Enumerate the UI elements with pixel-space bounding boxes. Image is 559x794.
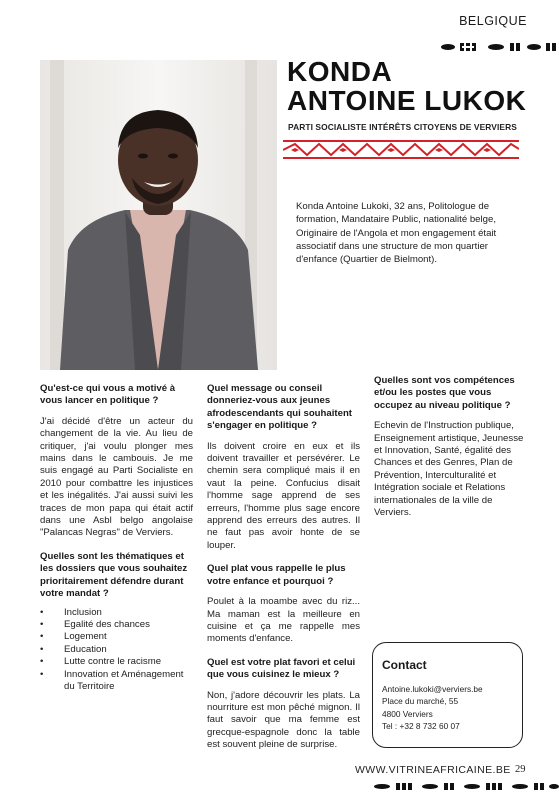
question-advice: Quel message ou conseil donneriez-vous aux jeunes afrodescendants qui souhaitent s'engager en politique ? (207, 383, 352, 432)
list-item: • Education (40, 644, 193, 656)
answer-favorite-dish: Non, j'adore découvrir les plats. La nourriture est mon pêché mignon. Il faut savoir que ma femme est grecque-espagnole donc la table est souvent pleine de surprise. (207, 689, 360, 751)
list-item: • Innovation et Aménagement du Territoire (40, 669, 193, 694)
answer-childhood-dish: Poulet à la moambe avec du riz... Ma maman est la meilleure en cuisine et ça me rappelle mes moments d'enfance. (207, 596, 360, 645)
answer-motivation: J'ai décidé d'être un acteur du changement de la vie. Au lieu de critiquer, j'ai voulu plonger mes mains dans le cambouis. Je me suis engagé au Parti Socialiste en 2010 pour combattre les injustices et les inégalités. J'ai aussi suivi les traces de mon papa qui était actif dans une Asbl belgo angolaise "Palancas Negras" de Verviers. (40, 415, 193, 539)
question-childhood-dish: Quel plat vous rappelle le plus votre enfance et pourquoi ? (207, 563, 346, 587)
list-item: • Egalité des chances (40, 619, 193, 631)
list-item: • Inclusion (40, 607, 193, 619)
themes-list (40, 607, 193, 694)
contact-street: Place du marché, 55 (382, 696, 459, 707)
contact-title: Contact (382, 658, 427, 672)
answer-competences: Echevin de l'Instruction publique, Enseignement artistique, Jeunesse et Innovation, Santé, égalité des Chances et des Genres, Plan de Prévention, Interculturalité et Intégration sociale et Relations internationales de la ville de Verviers. (374, 420, 524, 519)
question-themes: Quelles sont les thématiques et les dossiers que vous souhaitez prioritairement défendre durant votre mandat ? (40, 550, 188, 600)
contact-city: 4800 Verviers (382, 708, 433, 719)
tribal-pattern-bottom (372, 781, 559, 792)
column-left (40, 383, 193, 693)
contact-email-link[interactable]: Antoine.lukoki@verviers.be (382, 684, 483, 694)
list-item: • Lutte contre le racisme (40, 656, 193, 668)
portrait-photo (40, 60, 277, 370)
red-tribal-pattern (283, 140, 519, 159)
party-affiliation: PARTI SOCIALISTE INTÉRÊTS CITOYENS DE VERVIERS (288, 122, 517, 132)
answer-advice: Ils doivent croire en eux et ils doivent travailler et persévérer. Le chemin sera compliqué mais il en vaut la peine. Confucius disait l'homme sage apprend de ses erreurs, l'homme plus sage encore apprend des erreurs des autres. Il ne faut pas avoir honte de se louper. (207, 440, 360, 551)
list-item: • Logement (40, 631, 193, 643)
contact-phone: Tel : +32 8 732 60 07 (382, 720, 460, 731)
question-motivation: Qu'est-ce qui vous a motivé à vous lancer en politique ? (40, 383, 176, 407)
contact-box (372, 642, 523, 748)
question-competences: Quelles sont vos compétences et/ou les postes que vous occupez au niveau politique ? (374, 375, 515, 411)
page-number: 29 (515, 764, 526, 775)
candidate-bio: Konda Antoine Lukoki, 32 ans, Politologue de formation, Mandataire Public, nationalité belge, Originaire de l'Angola et mon engagement était associatif dans une structure de mon quartier d'enfance (Quartier de Bielmont). (296, 201, 497, 266)
column-right (374, 375, 526, 530)
country-label: BELGIQUE (459, 14, 527, 28)
candidate-name (287, 57, 526, 115)
website-link[interactable]: WWW.VITRINEAFRICAINE.BE (355, 764, 511, 776)
name-second-line: ANTOINE LUKOK (287, 85, 527, 116)
name-first-line: KONDA (287, 56, 393, 87)
column-middle (207, 383, 360, 763)
tribal-pattern-top (440, 40, 559, 54)
question-favorite-dish: Quel est votre plat favori et celui que vous cuisinez le mieux ? (207, 656, 356, 681)
